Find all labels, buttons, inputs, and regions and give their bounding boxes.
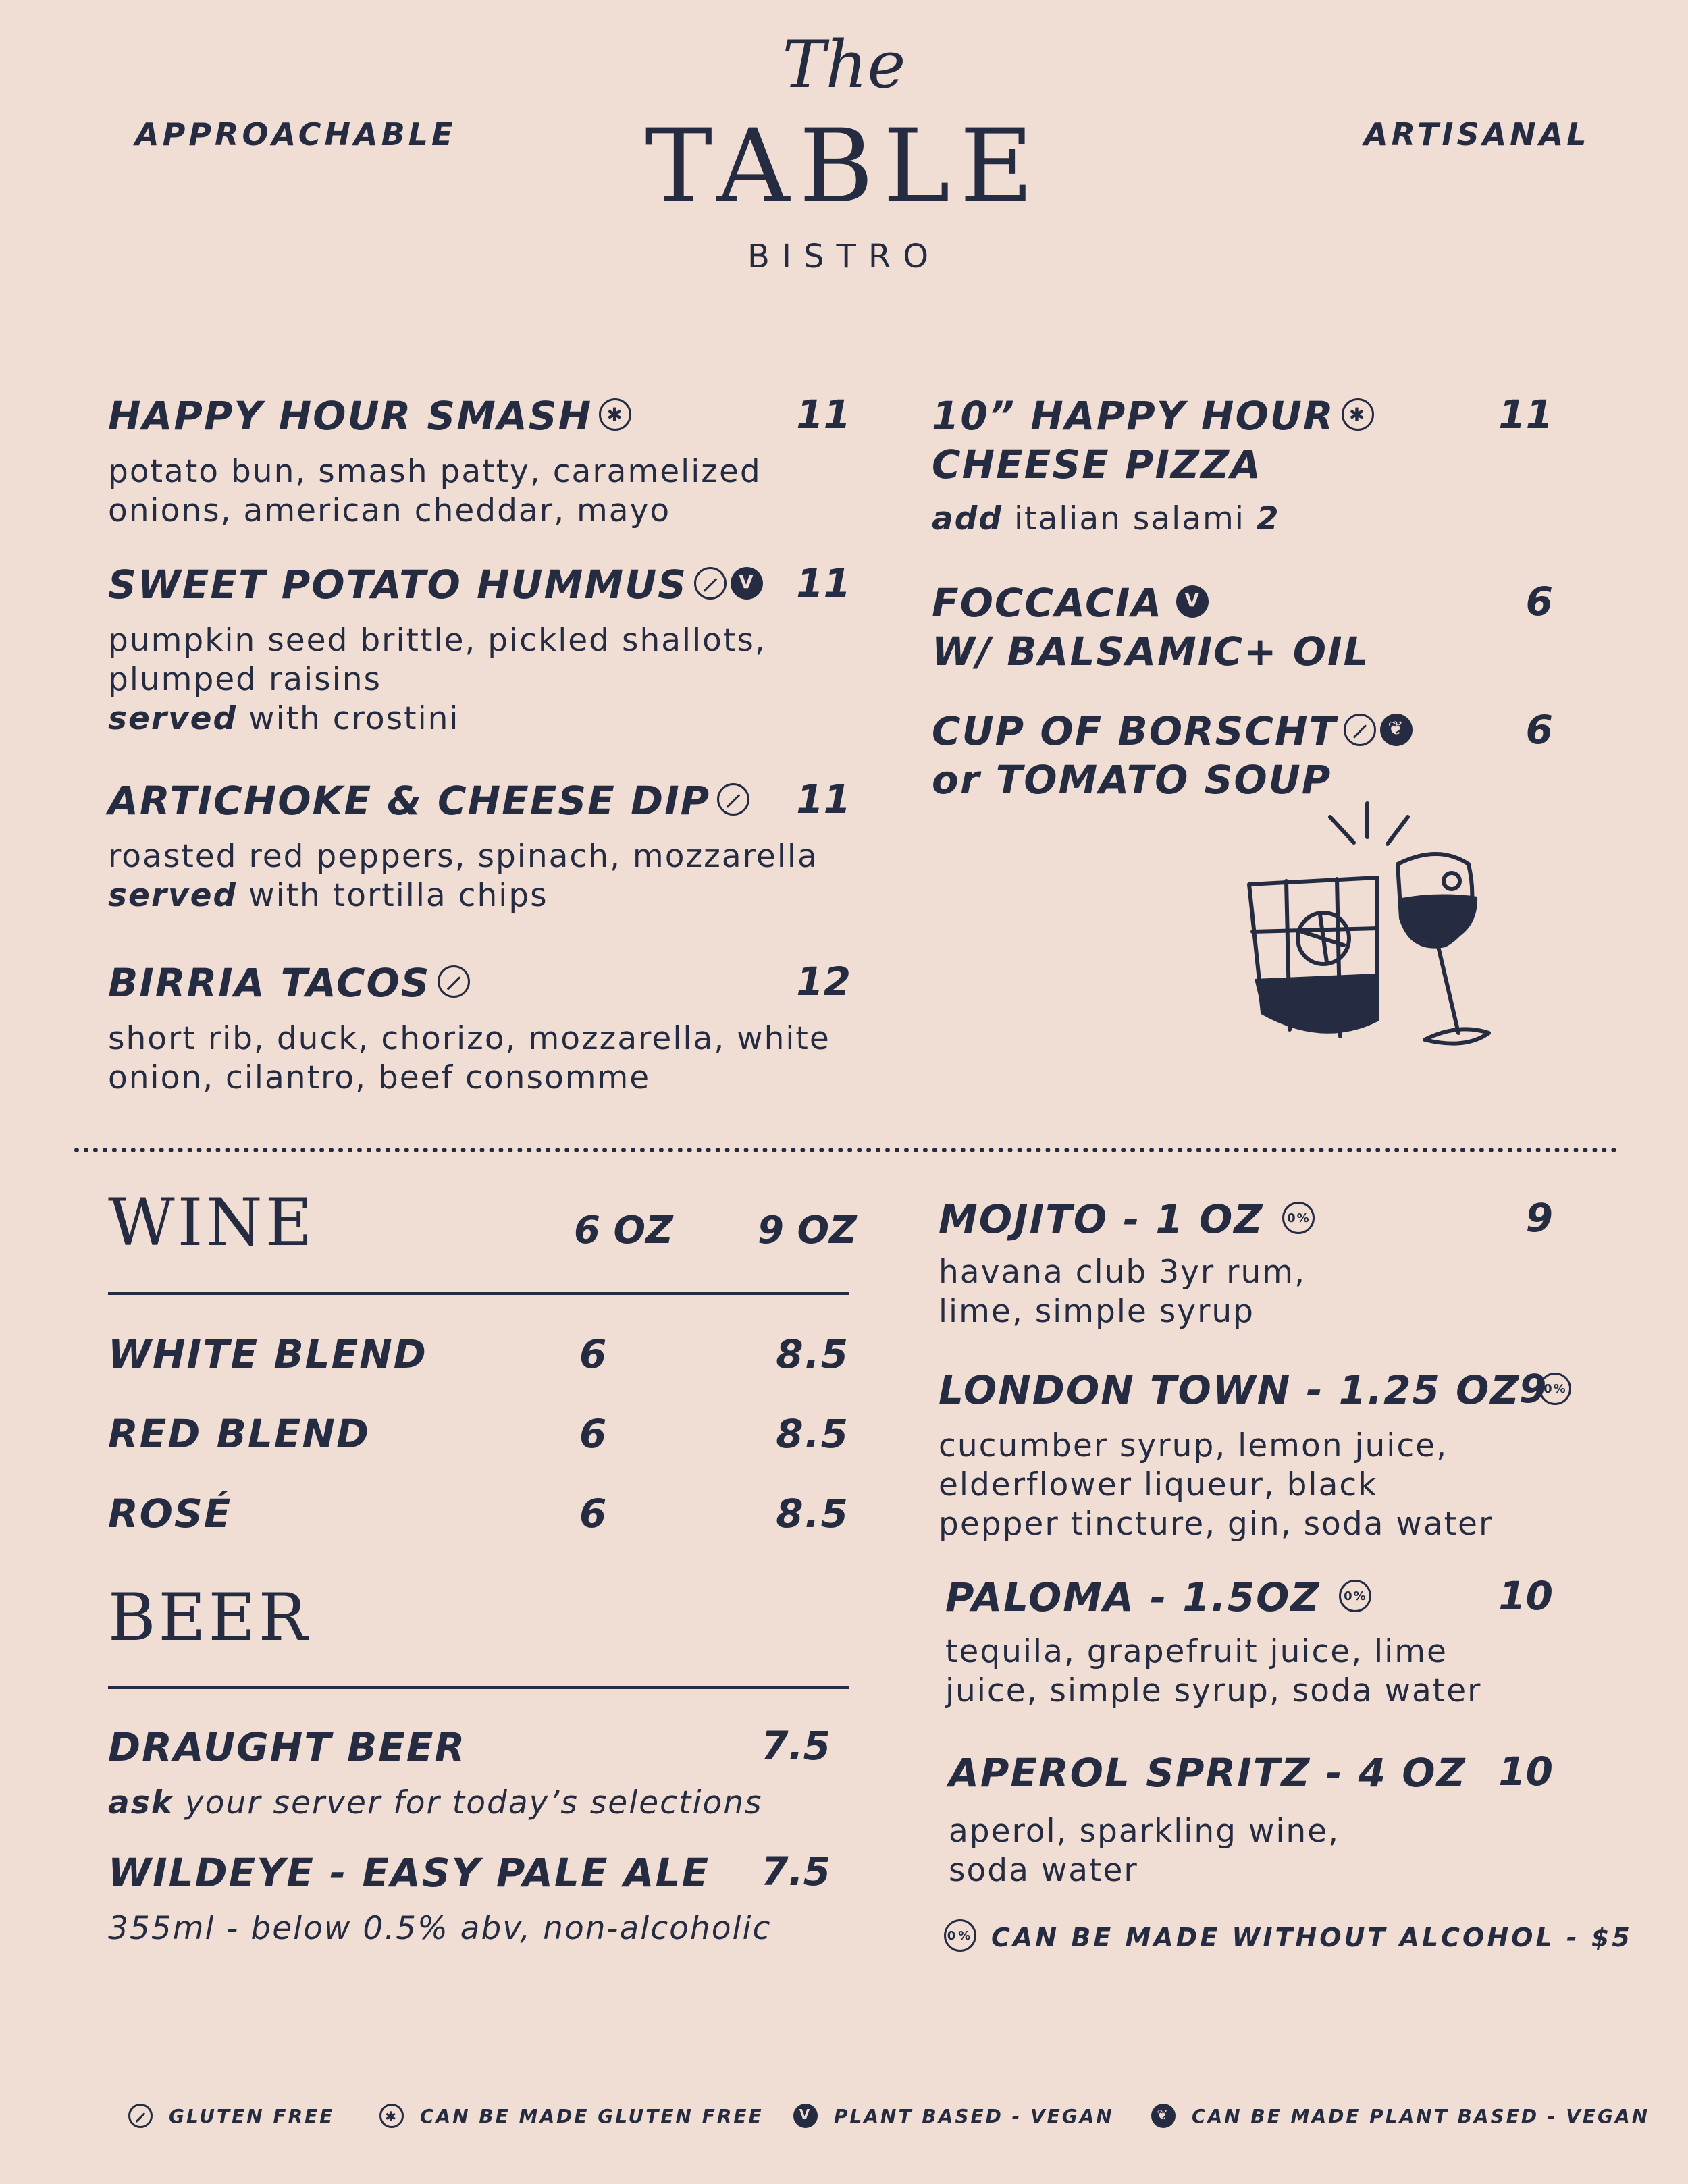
wine-price-6oz: 6: [579, 1331, 608, 1377]
cocktail-item: [949, 1749, 1553, 1890]
logo-title: TABLE: [645, 108, 1043, 225]
wheat-crossed-icon: [128, 2104, 153, 2128]
menu-item: [108, 560, 851, 739]
legend-vegan: [793, 2105, 1114, 2129]
cocktail-price: 10: [1498, 1749, 1553, 1794]
item-desc-line: onions, american cheddar, mayo: [108, 492, 671, 529]
v-icon: V: [793, 2104, 818, 2128]
beer-item: [108, 1723, 830, 1823]
logo-subtitle: BISTRO: [747, 238, 941, 275]
menu-item: [108, 959, 851, 1098]
add-word: add: [932, 500, 1003, 537]
item-desc-line: plumped raisins: [108, 661, 381, 698]
wine-col-6oz: 6 OZ: [574, 1208, 673, 1252]
cocktail-desc-line: soda water: [949, 1852, 1138, 1889]
wheat-icon: ✱: [599, 398, 631, 431]
cocktail-price: 9: [1519, 1366, 1547, 1412]
item-price: 11: [796, 392, 851, 437]
leaf-icon: ❦: [1380, 714, 1413, 746]
v-icon: V: [1176, 585, 1209, 618]
wheat-crossed-icon: [717, 783, 749, 816]
zero-percent-icon: 0%: [1539, 1373, 1571, 1405]
legend-gluten-free: [128, 2105, 334, 2129]
wheat-crossed-icon: [1344, 714, 1376, 746]
menu-item: [108, 392, 851, 531]
wine-rule: [108, 1292, 849, 1295]
item-desc-line: short rib, duck, chorizo, mozzarella, white: [108, 1020, 830, 1057]
zero-percent-icon: 0%: [944, 1919, 976, 1952]
wine-col-9oz: 9 OZ: [758, 1208, 857, 1252]
item-name: SWEET POTATO HUMMUS: [108, 562, 687, 608]
beer-price: 7.5: [761, 1848, 830, 1894]
wine-title: WINE: [108, 1185, 315, 1260]
beer-name: WILDEYE - EASY PALE ALE: [108, 1850, 710, 1896]
served-word: served: [108, 877, 238, 914]
cocktail-wine-illustration: [1222, 797, 1533, 1067]
item-price: 6: [1525, 707, 1553, 753]
served-rest: with crostini: [237, 700, 460, 737]
item-name-line2: CHEESE PIZZA: [932, 442, 1263, 487]
cocktail-name: APEROL SPRITZ - 4 OZ: [949, 1750, 1467, 1796]
cocktail-item: [939, 1366, 1567, 1544]
cocktail-desc-line: elderflower liqueur, black: [939, 1466, 1378, 1503]
wine-row: [108, 1411, 849, 1457]
beer-title: BEER: [108, 1580, 310, 1655]
legend-label: GLUTEN FREE: [169, 2105, 335, 2127]
item-desc-line: roasted red peppers, spinach, mozzarella: [108, 838, 818, 875]
item-price: 12: [796, 959, 851, 1005]
legend-can-vegan: [1151, 2105, 1650, 2129]
served-word: served: [108, 700, 238, 737]
cocktail-price: 9: [1525, 1195, 1553, 1241]
item-price: 11: [796, 776, 851, 822]
wine-name: ROSÉ: [108, 1491, 232, 1537]
cocktail-desc-line: aperol, sparkling wine,: [949, 1813, 1340, 1850]
item-price: 11: [796, 560, 851, 606]
wine-name: RED BLEND: [108, 1411, 371, 1457]
wine-price-6oz: 6: [579, 1411, 608, 1457]
wheat-icon: ✱: [379, 2104, 404, 2128]
wheat-crossed-icon: [694, 567, 727, 600]
menu-item: [932, 392, 1553, 539]
cocktail-desc-line: lime, simple syrup: [939, 1293, 1255, 1330]
cocktail-desc-line: tequila, grapefruit juice, lime: [945, 1633, 1448, 1670]
item-desc-line: onion, cilantro, beef consomme: [108, 1059, 651, 1096]
wheat-crossed-icon: [438, 965, 470, 998]
cocktail-desc-line: havana club 3yr rum,: [939, 1254, 1307, 1291]
legend-label: PLANT BASED - VEGAN: [834, 2105, 1114, 2127]
beer-rule: [108, 1686, 849, 1689]
beer-name: DRAUGHT BEER: [108, 1724, 467, 1770]
cocktail-name: LONDON TOWN - 1.25 OZ: [939, 1367, 1521, 1413]
beer-item: [108, 1848, 830, 1948]
wine-price-9oz: 8.5: [776, 1331, 849, 1377]
cocktail-desc-line: cucumber syrup, lemon juice,: [939, 1427, 1448, 1464]
wine-name: WHITE BLEND: [108, 1331, 427, 1377]
beer-note: your server for today’s selections: [173, 1784, 763, 1821]
wine-row: [108, 1331, 849, 1377]
wheat-icon: ✱: [1342, 398, 1374, 431]
item-price: 11: [1498, 392, 1553, 437]
leaf-icon: ❦: [1151, 2104, 1176, 2128]
item-name: ARTICHOKE & CHEESE DIP: [108, 778, 711, 824]
item-name: CUP OF BORSCHT: [932, 708, 1338, 754]
legend-can-gluten-free: [379, 2105, 764, 2129]
item-name: FOCCACIA: [932, 580, 1163, 626]
menu-item: [108, 776, 851, 915]
item-desc-line: pumpkin seed brittle, pickled shallots,: [108, 622, 766, 659]
tagline-right: ARTISANAL: [1364, 116, 1590, 153]
item-price: 6: [1525, 579, 1553, 624]
cocktail-item: [939, 1195, 1553, 1331]
item-name: HAPPY HOUR SMASH: [108, 393, 593, 439]
item-name-line2: or TOMATO SOUP: [932, 757, 1332, 803]
zero-percent-icon: 0%: [1339, 1580, 1371, 1612]
wine-price-6oz: 6: [579, 1491, 608, 1537]
zero-percent-icon: 0%: [1282, 1202, 1315, 1234]
item-name: BIRRIA TACOS: [108, 960, 431, 1006]
cocktail-name: MOJITO - 1 OZ: [939, 1196, 1264, 1242]
item-name-line2: W/ BALSAMIC+ OIL: [932, 629, 1370, 674]
item-name: 10” HAPPY HOUR: [932, 393, 1335, 439]
legend-label: CAN BE MADE PLANT BASED - VEGAN: [1192, 2105, 1650, 2127]
v-icon: V: [731, 567, 763, 600]
non-alcoholic-note: [944, 1923, 1633, 1956]
cocktail-name: PALOMA - 1.5OZ: [945, 1574, 1321, 1620]
cocktail-item: [945, 1573, 1553, 1711]
menu-item: [932, 707, 1553, 804]
item-desc-line: potato bun, smash patty, caramelized: [108, 453, 762, 490]
cocktail-desc-line: pepper tincture, gin, soda water: [939, 1506, 1494, 1543]
cocktail-price: 10: [1498, 1573, 1553, 1619]
beer-price: 7.5: [761, 1723, 830, 1769]
section-divider: [74, 1148, 1617, 1152]
add-price: 2: [1256, 500, 1280, 537]
menu-item: [932, 579, 1553, 676]
non-alcoholic-note-text: CAN BE MADE WITHOUT ALCOHOL - $5: [991, 1923, 1633, 1952]
wine-price-9oz: 8.5: [776, 1491, 849, 1537]
wine-price-9oz: 8.5: [776, 1411, 849, 1457]
cocktail-desc-line: juice, simple syrup, soda water: [945, 1672, 1482, 1709]
beer-note: 355ml - below 0.5% abv, non-alcoholic: [108, 1910, 772, 1947]
logo-the: The: [782, 27, 906, 103]
ask-word: ask: [108, 1784, 174, 1821]
legend-label: CAN BE MADE GLUTEN FREE: [420, 2105, 764, 2127]
served-rest: with tortilla chips: [237, 877, 548, 914]
wine-row: [108, 1491, 849, 1537]
tagline-left: APPROACHABLE: [135, 116, 456, 153]
add-rest: italian salami: [1003, 500, 1257, 537]
